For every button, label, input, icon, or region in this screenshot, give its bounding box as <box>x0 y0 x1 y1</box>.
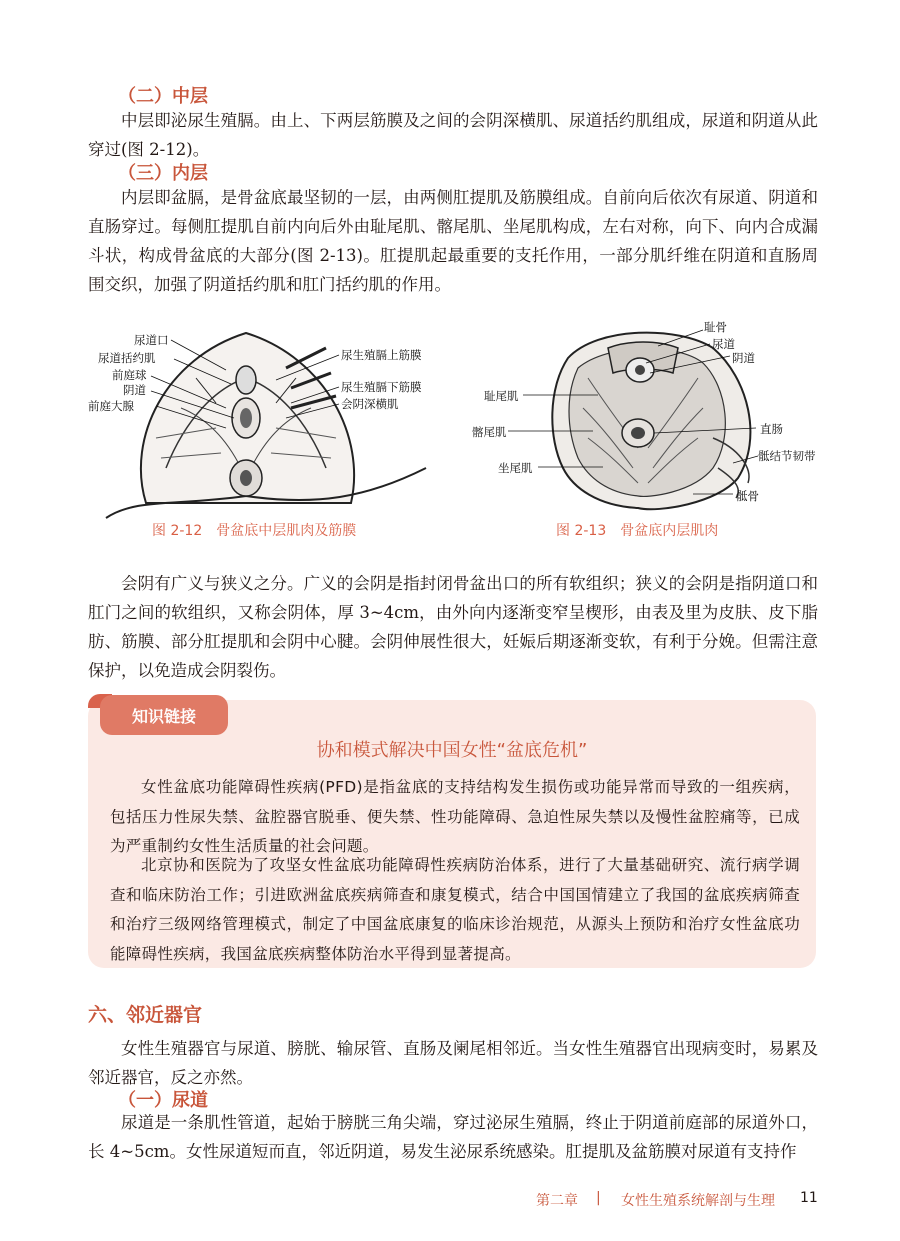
knowledge-box-title: 协和模式解决中国女性“盆底危机” <box>316 740 588 761</box>
knowledge-box-paragraph-1: 女性盆底功能障碍性疾病(PFD)是指盆底的支持结构发生损伤或功能异常而导致的一组疾病，包括压力性尿失禁、盆腔器官脱垂、便失禁、性功能障碍、急迫性尿失禁以及慢性盆腔痛等，已成为严重制约女性生活质量的社会问题。 <box>110 778 800 855</box>
paragraph-perineum: 会阴有广义与狭义之分。广义的会阴是指封闭骨盆出口的所有软组织；狭义的会阴是指阴道口和肛门之间的软组织，又称会阴体，厚 3~4cm，由外向内逐渐变窄呈楔形，由表及里为皮肤、皮下脂肪、筋膜、部分肛提肌和会阴中心腱。会阴伸展性很大，妊娠后期逐渐变软，有利于分娩。但需注意保护，以免造成会阴裂伤。 <box>88 574 818 680</box>
label-pubis: 耻骨 <box>704 320 727 334</box>
knowledge-box-tag: 知识链接 <box>100 695 228 735</box>
heading-urethra: （一）尿道 <box>118 1090 208 1111</box>
label-vestibular-bulb: 前庭球 <box>112 368 147 382</box>
knowledge-box-paragraph-2: 北京协和医院为了攻坚女性盆底功能障碍性疾病防治体系，进行了大量基础研究、流行病学调查和临床防治工作；引进欧洲盆底疾病筛查和康复模式，结合中国国情建立了我国的盆底疾病筛查和治疗三级网络管理模式，制定了中国盆底康复的临床诊治规范，从源头上预防和治疗女性盆底功能障碍性疾病，我国盆底疾病整体防治水平得到显著提高。 <box>110 856 800 963</box>
label-iliococcygeus: 髂尾肌 <box>472 425 507 439</box>
label-sacrum: 骶骨 <box>736 489 759 503</box>
label-urethral-orifice: 尿道口 <box>134 333 169 347</box>
label-rectum: 直肠 <box>760 422 783 436</box>
paragraph-middle-layer: 中层即泌尿生殖膈。由上、下两层筋膜及之间的会阴深横肌、尿道括约肌组成，尿道和阴道从此穿过(图 2-12)。 <box>88 111 818 159</box>
figure-2-13 <box>472 318 828 518</box>
heading-inner-layer: （三）内层 <box>118 163 208 184</box>
paragraph-inner-layer: 内层即盆膈，是骨盆底最坚韧的一层，由两侧肛提肌及筋膜组成。自前向后依次有尿道、阴道和直肠穿过。每侧肛提肌自前内向后外由耻尾肌、髂尾肌、坐尾肌构成，左右对称，向下、向内合成漏斗状，构成骨盆底的大部分(图 2-13)。肛提肌起最重要的支托作用，一部分肌纤维在阴道和直肠周围交织，加强了阴道括约肌和肛门括约肌的作用。 <box>88 188 818 294</box>
pelvic-floor-inner-illustration <box>478 318 828 518</box>
footer-chapter-title: 女性生殖系统解剖与生理 <box>621 1193 775 1209</box>
paragraph-urethra: 尿道是一条肌性管道，起始于膀胱三角尖端，穿过泌尿生殖膈，终止于阴道前庭部的尿道外口，长 4~5cm。女性尿道短而直，邻近阴道，易发生泌尿系统感染。肛提肌及盆筋膜对尿道有支持作 <box>88 1113 818 1161</box>
label-superior-fascia: 尿生殖膈上筋膜 <box>341 348 422 362</box>
page-number: 11 <box>800 1190 818 1206</box>
label-ischiococcygeus: 坐尾肌 <box>498 461 533 475</box>
label-sacrotuberous-ligament: 骶结节韧带 <box>758 449 816 463</box>
heading-middle-layer: （二）中层 <box>118 86 208 107</box>
heading-adjacent-organs: 六、邻近器官 <box>88 1004 203 1026</box>
paragraph-adjacent-organs: 女性生殖器官与尿道、膀胱、输尿管、直肠及阑尾相邻近。当女性生殖器官出现病变时，易累及邻近器官，反之亦然。 <box>88 1039 818 1087</box>
footer-chapter: 第二章 <box>536 1193 578 1209</box>
label-vagina: 阴道 <box>123 383 146 397</box>
caption-figure-2-13: 图 2-13 骨盆底内层肌肉 <box>556 523 719 539</box>
figure-2-12 <box>86 318 446 523</box>
footer-separator: | <box>596 1190 601 1206</box>
label-urethra: 尿道 <box>712 337 735 351</box>
label-vagina-inner: 阴道 <box>732 351 755 365</box>
label-urethral-sphincter: 尿道括约肌 <box>98 351 156 365</box>
label-greater-vestibular-gland: 前庭大腺 <box>88 399 134 413</box>
label-deep-transverse-perineal: 会阴深横肌 <box>341 397 399 411</box>
label-inferior-fascia: 尿生殖膈下筋膜 <box>341 380 422 394</box>
caption-figure-2-12: 图 2-12 骨盆底中层肌肉及筋膜 <box>152 523 357 539</box>
label-pubococcygeus: 耻尾肌 <box>484 389 519 403</box>
